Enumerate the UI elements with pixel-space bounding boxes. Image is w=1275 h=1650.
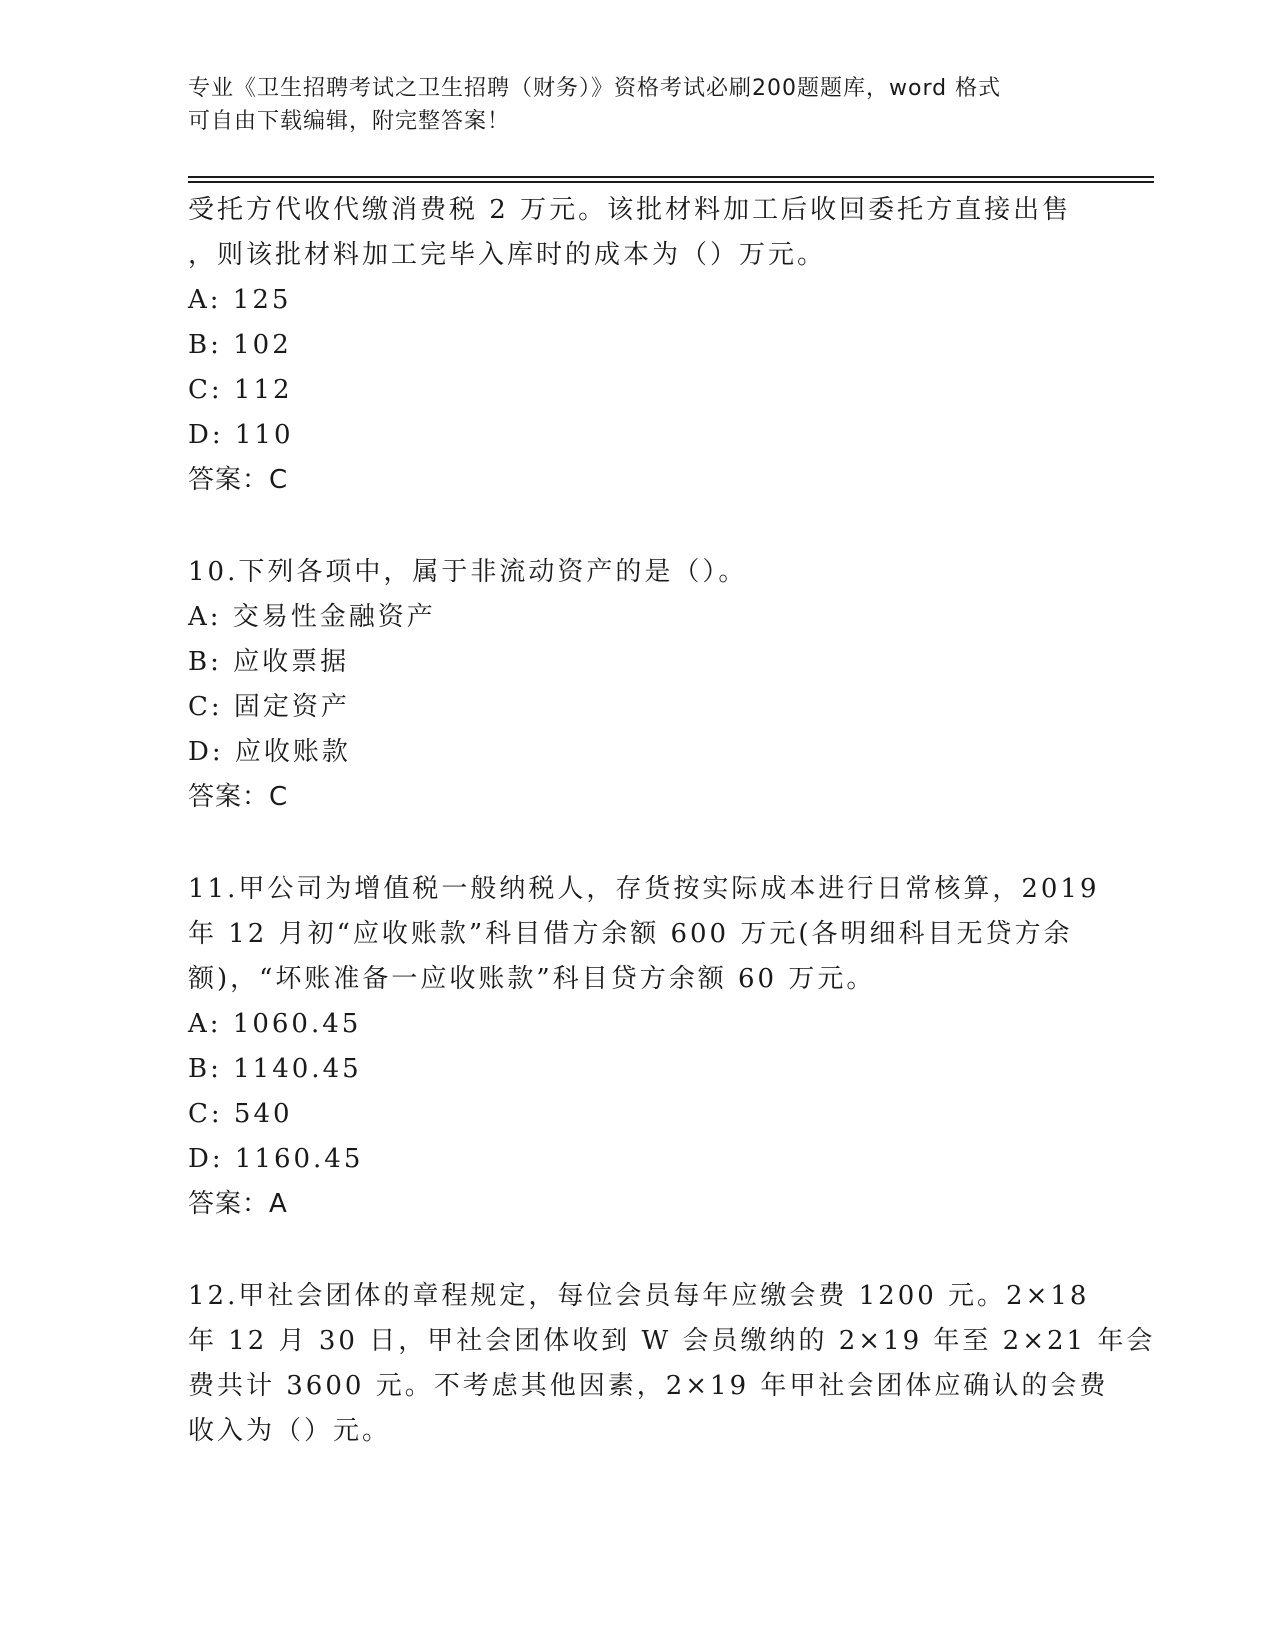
option-a: A: 交易性金融资产 <box>188 602 436 632</box>
question-text: 收入为（）元。 <box>188 1416 392 1446</box>
option-c: C: 540 <box>188 1099 293 1129</box>
header-rule-top <box>188 176 1154 178</box>
question-text: 受托方代收代缴消费税 2 万元。该批材料加工后收回委托方直接出售 <box>188 195 1072 225</box>
header-rule-bottom <box>188 181 1154 183</box>
question-text: 12.甲社会团体的章程规定，每位会员每年应缴会费 1200 元。2×18 <box>188 1281 1090 1311</box>
option-b: B: 应收票据 <box>188 647 350 677</box>
question-text: 额)，“坏账准备一应收账款”科目贷方余额 60 万元。 <box>188 964 876 994</box>
question-list <box>188 188 1156 1454</box>
option-c: C: 固定资产 <box>188 692 350 722</box>
question-text: 10.下列各项中，属于非流动资产的是（）。 <box>188 557 748 587</box>
option-a: A: 125 <box>188 285 292 315</box>
answer: 答案：C <box>188 782 289 812</box>
option-d: D: 110 <box>188 420 294 450</box>
option-d: D: 应收账款 <box>188 737 351 767</box>
question-text: 年 12 月初“应收账款”科目借方余额 600 万元(各明细科目无贷方余 <box>188 919 1073 949</box>
question-text: ，则该批材料加工完毕入库时的成本为（）万元。 <box>188 240 827 270</box>
question-text: 费共计 3600 元。不考虑其他因素，2×19 年甲社会团体应确认的会费 <box>188 1371 1109 1401</box>
question-11 <box>188 867 1100 1227</box>
header-line-1: 专业《卫生招聘考试之卫生招聘（财务）》资格考试必刷200题题库，word 格式 <box>188 76 1002 101</box>
answer: 答案：C <box>188 465 289 495</box>
question-12 <box>188 1274 1156 1454</box>
question-10 <box>188 550 1088 820</box>
option-b: B: 1140.45 <box>188 1054 362 1084</box>
document-header <box>188 72 1088 138</box>
option-d: D: 1160.45 <box>188 1144 364 1174</box>
question-text: 年 12 月 30 日，甲社会团体收到 W 会员缴纳的 2×19 年至 2×21 年会 <box>188 1326 1156 1356</box>
answer: 答案：A <box>188 1189 288 1219</box>
option-c: C: 112 <box>188 375 293 405</box>
header-line-2: 可自由下载编辑，附完整答案！ <box>188 109 511 134</box>
option-a: A: 1060.45 <box>188 1009 362 1039</box>
question-9 <box>188 188 1088 503</box>
option-b: B: 102 <box>188 330 292 360</box>
question-text: 11.甲公司为增值税一般纳税人，存货按实际成本进行日常核算，2019 <box>188 874 1100 904</box>
